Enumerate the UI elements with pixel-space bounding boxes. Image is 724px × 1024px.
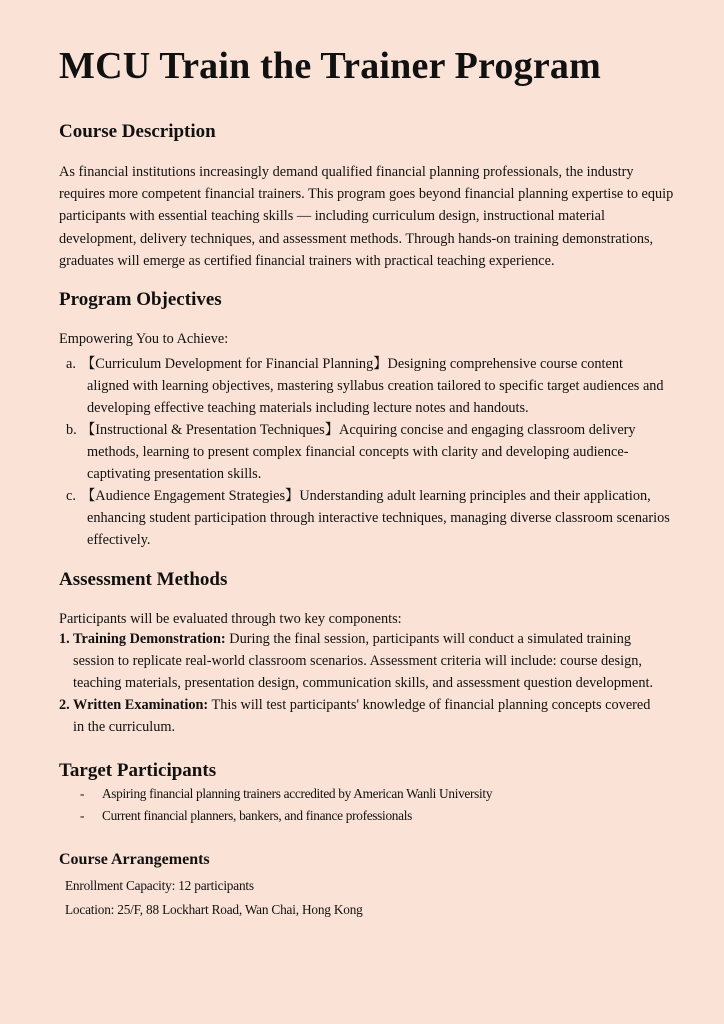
target-participant-item xyxy=(80,808,412,824)
target-participant-text: Current financial planners, bankers, and finance professionals xyxy=(102,808,413,823)
assessment-continuation: session to replicate real-world classroom scenarios. Assessment criteria will include: course design, teaching materials, presentation design, communication skills, and assessment question development. xyxy=(73,653,654,691)
assessment-intro: Participants will be evaluated through two key components: xyxy=(59,611,402,627)
enrollment-capacity: Enrollment Capacity: 12 participants xyxy=(65,878,254,893)
course-arrangements-heading: Course Arrangements xyxy=(59,851,210,868)
objective-marker: b. xyxy=(66,422,77,438)
assessment-first-line: During the final session, participants will conduct a simulated training xyxy=(225,631,632,647)
objective-item-b xyxy=(66,419,670,485)
target-participant-item xyxy=(80,786,492,802)
dash-bullet: - xyxy=(80,786,85,801)
objective-item-c xyxy=(66,485,670,551)
objective-continuation: enhancing student participation through interactive techniques, managing diverse classroom scenarios effectively. xyxy=(87,510,670,548)
assessment-item-1 xyxy=(59,628,674,694)
course-description-heading: Course Description xyxy=(59,121,216,142)
assessment-item-2 xyxy=(59,694,674,738)
page-title: MCU Train the Trainer Program xyxy=(59,45,601,87)
objective-first-line: 【Audience Engagement Strategies】Understanding adult learning principles and their application, xyxy=(81,488,651,504)
assessment-continuation: in the curriculum. xyxy=(73,719,176,735)
objective-continuation: methods, learning to present complex financial concepts with clarity and developing audience-captivating presentation skills. xyxy=(87,444,629,482)
course-location: Location: 25/F, 88 Lockhart Road, Wan Chai, Hong Kong xyxy=(65,902,363,917)
target-participant-text: Aspiring financial planning trainers accredited by American Wanli University xyxy=(102,786,493,801)
assessment-methods-heading: Assessment Methods xyxy=(59,569,228,590)
objective-first-line: 【Instructional & Presentation Techniques】Acquiring concise and engaging classroom delivery xyxy=(81,422,636,438)
objective-first-line: 【Curriculum Development for Financial Planning】Designing comprehensive course content xyxy=(81,356,623,372)
program-objectives-heading: Program Objectives xyxy=(59,289,222,310)
assessment-first-line: This will test participants' knowledge of financial planning concepts covered xyxy=(208,697,651,713)
target-participants-heading: Target Participants xyxy=(59,760,217,781)
objective-marker: a. xyxy=(66,356,76,372)
objective-marker: c. xyxy=(66,488,76,504)
objective-continuation: aligned with learning objectives, mastering syllabus creation tailored to specific target audiences and developing effective teaching materials including lecture notes and handouts. xyxy=(87,378,664,416)
assessment-label: 2. Written Examination: xyxy=(59,697,209,713)
objective-item-a xyxy=(66,353,670,419)
course-description-body: As financial institutions increasingly demand qualified financial planning professionals, the industry requires more competent financial trainers. This program goes beyond financial planning expertise to equip participants with essential teaching skills — including curriculum design, instructional material development, delivery techniques, and assessment methods. Through hands-on training demonstrations, graduates will emerge as certified financial trainers with practical teaching experience. xyxy=(59,164,674,269)
assessment-label: 1. Training Demonstration: xyxy=(59,631,226,647)
objectives-intro: Empowering You to Achieve: xyxy=(59,331,229,347)
dash-bullet: - xyxy=(80,808,85,823)
